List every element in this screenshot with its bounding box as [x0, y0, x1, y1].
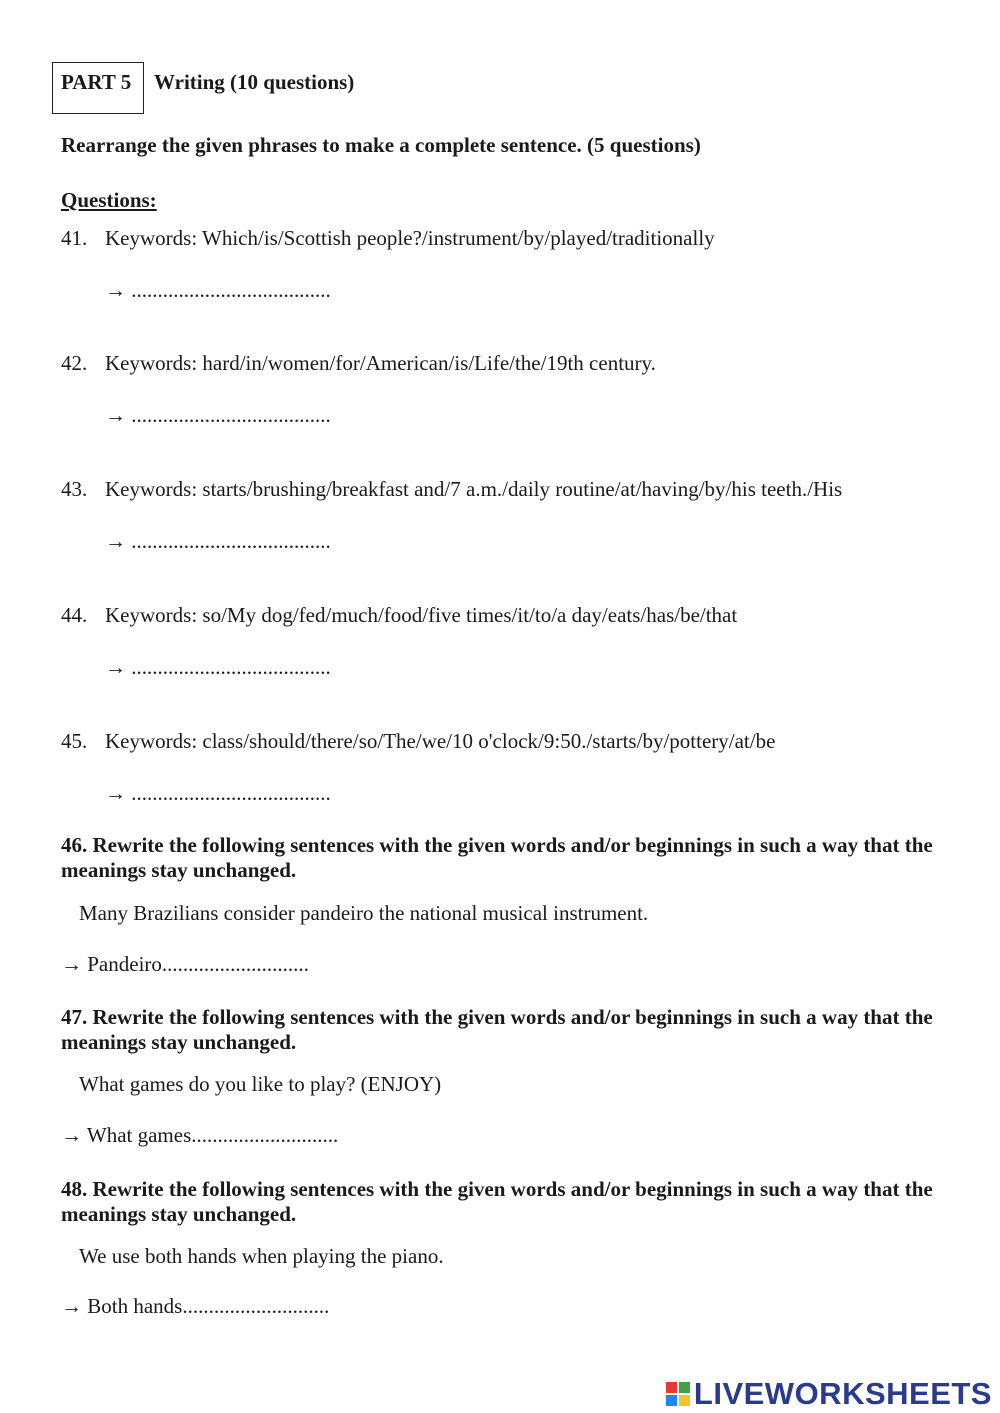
question-text: Keywords: so/My dog/fed/much/food/five times/it/to/a day/eats/has/be/that [105, 603, 738, 627]
part-title: Writing (10 questions) [154, 70, 355, 94]
question-number: 43. [61, 477, 88, 501]
logo-square [666, 1395, 677, 1406]
logo-text: LIVEWORKSHEETS [693, 1376, 992, 1411]
question-text: Keywords: class/should/there/so/The/we/10 o'clock/9:50./starts/by/pottery/at/be [105, 729, 776, 753]
rewrite-prompt-48: 48. Rewrite the following sentences with the given words and/or beginnings in such a way that the meanings stay unchanged. [61, 1177, 933, 1226]
question-43 [61, 477, 842, 502]
liveworksheets-logo [666, 1376, 992, 1412]
answer-line-46[interactable]: → Pandeiro............................ [61, 952, 309, 976]
rewrite-prompt-46: 46. Rewrite the following sentences with the given words and/or beginnings in such a way that the meanings stay unchanged. [61, 833, 933, 882]
answer-line-42[interactable]: → ...................................... [105, 403, 331, 427]
question-number: 45. [61, 729, 88, 753]
answer-line-47[interactable]: → What games............................ [61, 1123, 339, 1147]
instruction: Rearrange the given phrases to make a complete sentence. (5 questions) [61, 133, 701, 157]
question-number: 44. [61, 603, 88, 627]
question-45 [61, 729, 775, 754]
questions-heading: Questions: [61, 188, 157, 212]
rewrite-sentence-46: Many Brazilians consider pandeiro the national musical instrument. [79, 901, 649, 925]
answer-line-44[interactable]: → ...................................... [105, 655, 331, 679]
logo-square [679, 1395, 690, 1406]
answer-line-45[interactable]: → ...................................... [105, 781, 331, 805]
question-44 [61, 603, 737, 628]
question-42 [61, 351, 656, 376]
question-41 [61, 226, 715, 251]
answer-line-48[interactable]: → Both hands............................ [61, 1294, 330, 1318]
logo-grid-icon [666, 1382, 690, 1406]
question-text: Keywords: starts/brushing/breakfast and/7 a.m./daily routine/at/having/by/his teeth./His [105, 477, 843, 501]
answer-line-41[interactable]: → ...................................... [105, 278, 331, 302]
rewrite-sentence-47: What games do you like to play? (ENJOY) [79, 1072, 442, 1096]
rewrite-sentence-48: We use both hands when playing the piano. [79, 1244, 444, 1268]
question-number: 42. [61, 351, 88, 375]
logo-square [679, 1382, 690, 1393]
question-text: Keywords: Which/is/Scottish people?/instrument/by/played/traditionally [105, 226, 715, 250]
answer-line-43[interactable]: → ...................................... [105, 529, 331, 553]
part-label: PART 5 [61, 70, 132, 94]
question-text: Keywords: hard/in/women/for/American/is/Life/the/19th century. [105, 351, 656, 375]
logo-square [666, 1382, 677, 1393]
question-number: 41. [61, 226, 88, 250]
rewrite-prompt-47: 47. Rewrite the following sentences with the given words and/or beginnings in such a way that the meanings stay unchanged. [61, 1005, 933, 1054]
